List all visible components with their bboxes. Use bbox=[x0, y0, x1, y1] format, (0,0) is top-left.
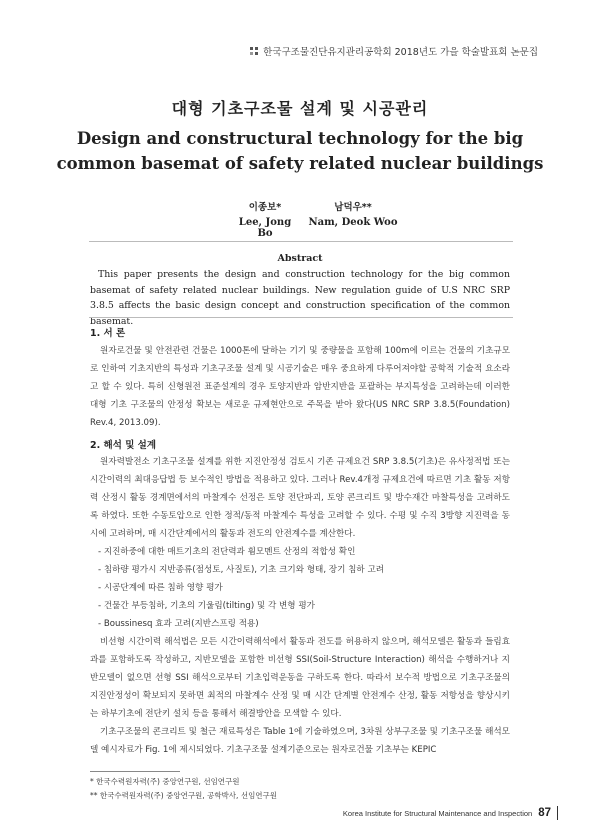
list-item: - 침하량 평가시 지반종류(점성토, 사질토), 기초 크기와 형태, 장기 침하 고려 bbox=[98, 565, 385, 575]
section-2-paragraph: 비선형 시간이력 해석법은 모든 시간이력해석에서 활동과 전도를 허용하지 않으며, 해석모델은 활동과 들림효과를 포함하도록 작성하고, 지반모델을 포함한 비선형 SSI(Soil-Structure Interaction) 해석을 수행하거나 지반모델이 없으면 선형 SSI 해석으로부터 기초입력운동을 구하도록 한다. 따라서 보수적 방법으로 기초구조물의 지진안정성이 확보되지 못하면 최적의 마찰계수 산정 및 매 시간 단계별 안전계수 산정, 활동 저항성을 향상시키는 하부기초에 전단키 설치 등을 통해서 해결방안을 모색할 수 있다. bbox=[90, 637, 510, 719]
title-english: Design and constructural technology for the big common basemat of safety related nuclear buildings bbox=[56, 129, 544, 173]
author-2-korean: 남덕우** bbox=[334, 202, 372, 213]
footnote-divider bbox=[90, 771, 180, 772]
section-2-heading: 2. 해석 및 설계 bbox=[90, 440, 157, 451]
journal-name: 한국구조물진단유지관리공학회 2018년도 가을 학술발표회 논문집 bbox=[263, 47, 538, 58]
grid-squares-icon bbox=[250, 47, 259, 56]
footer-organization: Korea Institute for Structural Maintenance and Inspection bbox=[342, 808, 533, 818]
title-divider bbox=[89, 241, 513, 242]
list-item: - Boussinesq 효과 고려(지반스프링 적용) bbox=[98, 619, 259, 629]
section-1-paragraph: 원자로건물 및 안전관련 건물은 1000톤에 달하는 기기 및 중량물을 포함해 100m에 이르는 건물의 기초규모로 인하여 기초지반의 특성과 기초구조물 설계 및 시공기술은 매우 중요하게 다루어져야할 공학적 기술적 요소라고 할 수 있다. 특히 신형원전 표준설계의 경우 토양지반과 암반지반을 포괄하는 부지특성을 고려하는데 이러한 대형 기초 구조물의 안정성 확보는 새로운 규제현안으로 주목을 받아 왔다(US NRC SRP 3.8.5(Foundation) Rev.4, 2013.09). bbox=[90, 346, 510, 428]
list-item: - 건물간 부등침하, 기초의 기울림(tilting) 및 각 변형 평가 bbox=[98, 601, 315, 611]
page-number: 87 bbox=[538, 807, 551, 819]
author-1-korean: 이종보* bbox=[248, 202, 282, 213]
abstract-heading: Abstract bbox=[277, 253, 323, 264]
section-1-heading: 1. 서 론 bbox=[90, 328, 126, 339]
journal-header bbox=[250, 44, 538, 58]
list-item: - 시공단계에 따른 침하 영향 평가 bbox=[98, 583, 223, 593]
abstract-text: This paper presents the design and construction technology for the big common basemat of safety related nuclear buildings. New regulation guide of U.S NRC SRP 3.8.5 affects the basic design concept and construction specification of the common basemat. bbox=[90, 269, 510, 327]
author-1 bbox=[230, 199, 300, 239]
page-footer bbox=[343, 806, 558, 820]
section-2-body bbox=[90, 453, 510, 759]
list-item: - 지진하중에 대한 매트기초의 전단력과 휨모멘트 산정의 적합성 확인 bbox=[98, 547, 356, 557]
abstract-divider bbox=[89, 317, 513, 318]
section-2-paragraph: 원자력발전소 기초구조물 설계를 위한 지진안정성 검토시 기존 규제요건 SRP 3.8.5(기초)은 유사정적법 또는 시간이력의 최대응답법 등 보수적인 방법을 적용하고 있다. 그러나 Rev.4개정 규제요건에 따르면 기초 활동 저항력 산정시 활동 경계면에서의 마찰계수 선정은 토양 전단파괴, 토양 콘크리트 및 방수재간 마찰특성을 고려하도록 하였다. 또한 수동토압으로 인한 정적/동적 마찰계수 특성을 고려할 수 있다. 수평 및 수직 3방향 지진력을 동시에 고려하며, 매 시간단계에서의 활동과 전도의 안전계수를 계산한다. bbox=[90, 457, 510, 539]
section-1-body bbox=[90, 342, 510, 432]
title-korean: 대형 기초구조물 설계 및 시공관리 bbox=[171, 99, 429, 118]
section-2-paragraph: 기초구조물의 콘크리트 및 철근 재료특성은 Table 1에 기술하였으며, 3차원 상부구조물 및 기초구조물 해석모델 예시자료가 Fig. 1에 제시되었다. 기초구조물 설계기준으로는 원자로건물 기초부는 KEPIC bbox=[90, 727, 510, 755]
footer-divider bbox=[557, 806, 558, 820]
footnote-1: * 한국수력원자력(주) 중앙연구원, 선임연구원 bbox=[90, 777, 240, 786]
author-2-english: Nam, Deok Woo bbox=[308, 217, 398, 228]
author-1-english: Lee, Jong Bo bbox=[238, 217, 292, 239]
author-2 bbox=[308, 199, 398, 228]
footnote-2: ** 한국수력원자력(주) 중앙연구원, 공학박사, 선임연구원 bbox=[90, 791, 278, 800]
